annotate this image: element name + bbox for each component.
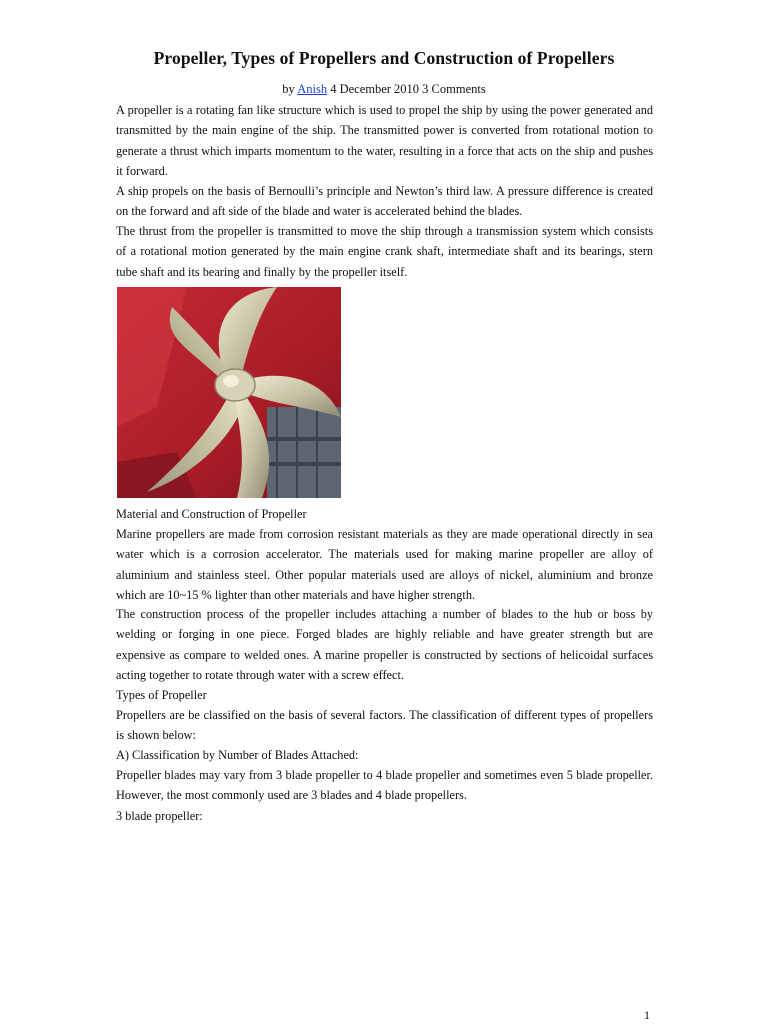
intro-paragraph-2: A ship propels on the basis of Bernoulli’s principle and Newton’s third law. A pressure difference is created on the forward and aft side of the blade and water is accelerated behind the blades. [116, 184, 653, 219]
material-paragraph-2: The construction process of the propeller includes attaching a number of blades to the hub or boss by welding or forging in one piece. Forged blades are highly reliable and have greater strength but are expensive as compare to welded ones. A marine propeller is constructed by sections of helicoidal surfaces acting together to rotate through water with a screw effect. [116, 607, 653, 683]
propeller-photo [117, 287, 341, 498]
byline [0, 82, 768, 97]
material-heading: Material and Construction of Propeller [116, 507, 307, 521]
intro-paragraph-3: The thrust from the propeller is transmitted to move the ship through a transmission system which consists of a rotational motion generated by the main engine crank shaft, intermediate shaft and its bearings, stern tube shaft and its bearing and finally by the propeller itself. [116, 224, 653, 279]
byline-prefix: by [282, 82, 295, 96]
intro-paragraph-1: A propeller is a rotating fan like structure which is used to propel the ship by using the power generated and transmitted by the main engine of the ship. The transmitted power is converted from rotational motion to generate a thrust which imparts momentum to the water, resulting in a force that acts on the ship and pushes it forward. [116, 103, 653, 179]
page-number: 1 [644, 1008, 650, 1022]
three-blade-label: 3 blade propeller: [116, 809, 203, 823]
classification-heading: A) Classification by Number of Blades Attached: [116, 748, 359, 762]
author-link[interactable]: Anish [297, 82, 328, 96]
types-heading: Types of Propeller [116, 688, 207, 702]
types-paragraph: Propellers are be classified on the basis of several factors. The classification of different types of propellers is shown below: [116, 708, 653, 743]
material-paragraph-1: Marine propellers are made from corrosion resistant materials as they are made operational directly in sea water which is a corrosion accelerator. The materials used for making marine propeller are alloy of aluminium and stainless steel. Other popular materials used are alloys of nickel, aluminium and bronze which are 10~15 % lighter than other materials and have higher strength. [116, 527, 653, 603]
byline-date-comments: 4 December 2010 3 Comments [330, 82, 486, 96]
propeller-image-drawing [117, 287, 341, 498]
blades-paragraph: Propeller blades may vary from 3 blade propeller to 4 blade propeller and sometimes even 5 blade propeller. However, the most commonly used are 3 blades and 4 blade propellers. [116, 768, 653, 803]
page-title: Propeller, Types of Propellers and Construction of Propellers [153, 48, 615, 68]
